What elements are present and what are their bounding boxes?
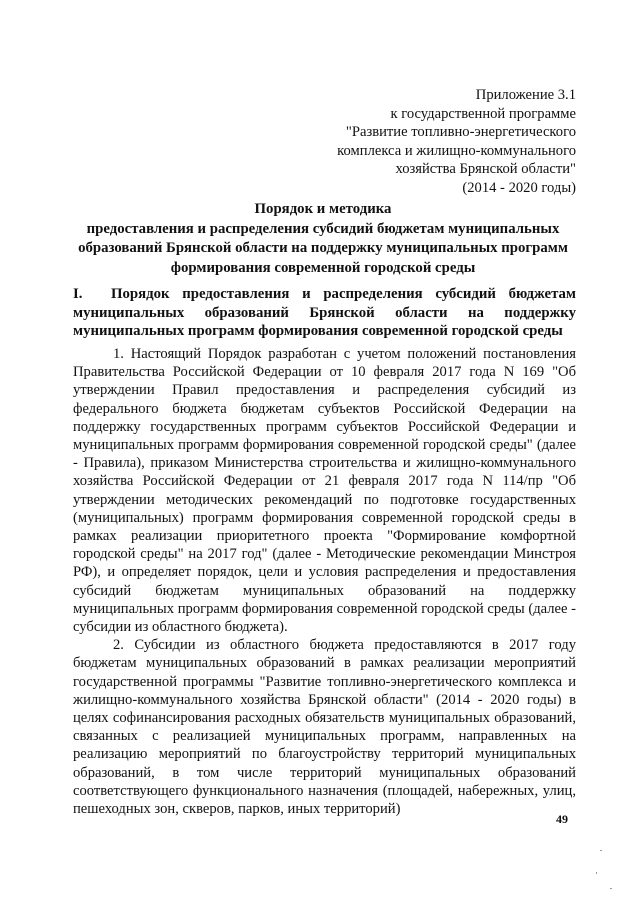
section-number: I. [73,286,83,302]
annex-line: Приложение 3.1 [475,87,576,103]
title-line: Порядок и методика [254,201,392,217]
scan-speck [596,872,597,874]
scan-speck [600,850,602,851]
annex-header [276,86,576,197]
annex-line: комплекса и жилищно-коммунального [337,142,576,159]
document-title [70,200,576,278]
document-body [73,345,576,818]
title-line: предоставления и распределения субсидий бюджетам муниципальных [86,220,560,237]
section-heading [73,285,576,341]
page-number: 49 [556,812,568,826]
title-line: образований Брянской области на поддержку муниципальных программ [78,240,568,256]
paragraph-1: 1. Настоящий Порядок разработан с учетом положений постановления Правительства Российской Федерации от 10 февраля 2017 года N 169 "Об утверждении Правил предоставления и распределения субсидий из федерального бюджета бюджетам субъектов Российской Федерации на поддержку государственных программ субъектов Российской Федерации и муниципальных программ формирования современной городской среды" (далее - Правила), приказом Министерства строительства и жилищно-коммунального хозяйства Российской Федерации от 21 февраля 2017 года N 114/пр "Об утверждении методических рекомендаций по подготовке государственных (муниципальных) программ формирования современной городской среды в рамках реализации приоритетного проекта "Формирование комфортной городской среды" на 2017 год" (далее - Методические рекомендации Минстроя РФ), и определяет порядок, цели и условия распределения и предоставления субсидий бюджетам муниципальных образований на поддержку муниципальных программ формирования современной городской среды (далее - субсидии из областного бюджета). [73,346,576,636]
annex-line: "Развитие топливно-энергетического [345,124,576,140]
annex-line: хозяйства Брянской области" [395,161,576,177]
section-heading-text: Порядок предоставления и распределения субсидий бюджетам муниципальных образований Брянской области на поддержку муниципальных программ формирования современной городской среды [73,286,576,339]
annex-line: к государственной программе [390,105,576,122]
annex-line: (2014 - 2020 годы) [462,179,576,196]
paragraph-2: 2. Субсидии из областного бюджета предоставляются в 2017 году бюджетам муниципальных образований в рамках реализации мероприятий государственной программы "Развитие топливно-энергетического комплекса и жилищно-коммунального хозяйства Брянской области" (2014 - 2020 годы) в целях софинансирования расходных обязательств муниципальных образований, связанных с реализацией муниципальных программ, направленных на реализацию мероприятий по благоустройству территорий муниципальных образований, в том числе территорий муниципальных образований соответствующего функционального назначения (площадей, набережных, улиц, пешеходных зон, скверов, парков, иных территорий) [73,637,576,818]
title-line: формирования современной городской среды [170,259,476,276]
scan-speck [610,888,612,889]
